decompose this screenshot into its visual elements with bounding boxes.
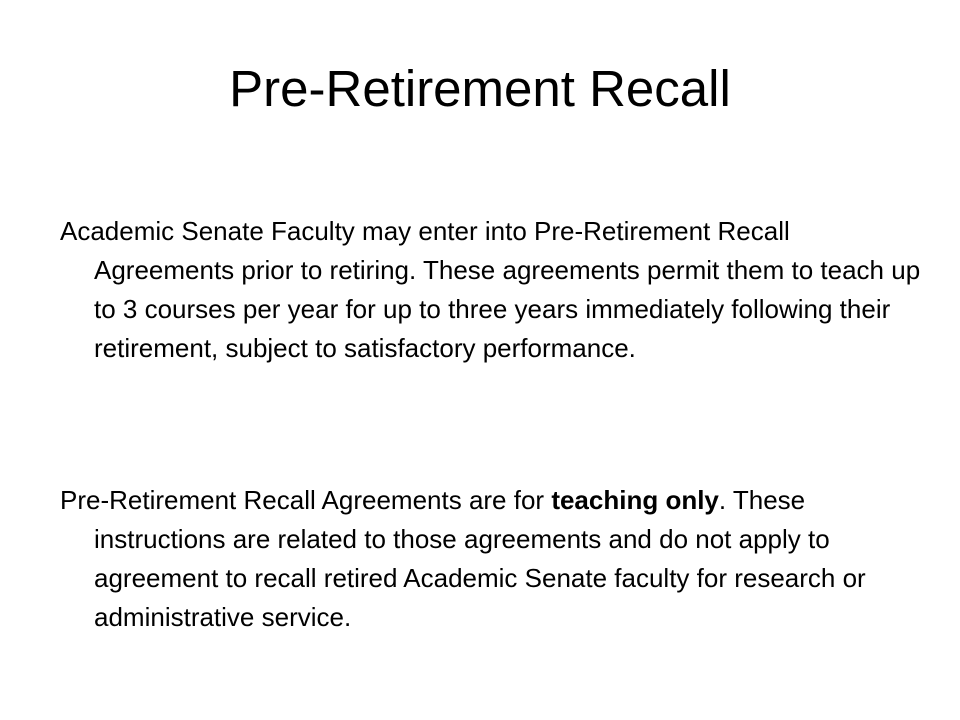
paragraph-teaching-only <box>60 481 934 637</box>
paragraph-text-end: . These instructions are related to those agreements and do not apply to agreement to recall retired Academic Senate faculty for research or administrative service. <box>94 485 866 632</box>
emphasis-teaching-only: teaching only <box>551 485 719 515</box>
slide-title: Pre-Retirement Recall <box>229 60 731 117</box>
paragraph-pre-retirement-recall-agreements: Academic Senate Faculty may enter into Pre-Retirement Recall Agreements prior to retiring. These agreements permit them to teach up to 3 courses per year for up to three years immediately following their retirement, subject to satisfactory performance. <box>60 216 921 363</box>
paragraph-text-start: Pre-Retirement Recall Agreements are for <box>60 485 552 515</box>
